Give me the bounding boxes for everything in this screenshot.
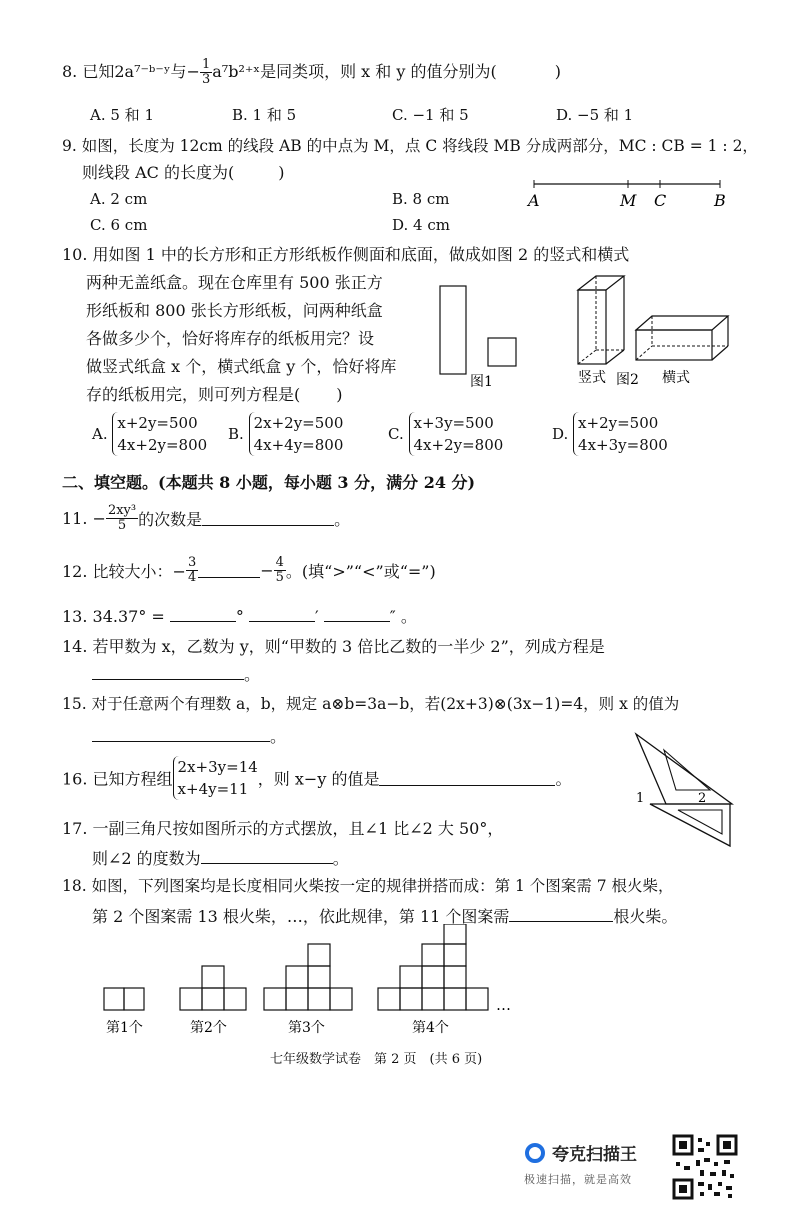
pattern-ellipsis: … xyxy=(496,996,511,1014)
q10-option-a: A. x+2y=500 4x+2y=800 xyxy=(92,414,208,454)
page-footer: 七年级数学试卷 第 2 页 (共 6 页) xyxy=(270,1052,483,1067)
q10-figure xyxy=(436,268,736,392)
label-c: C xyxy=(654,191,667,210)
qr-code-icon xyxy=(672,1134,738,1200)
label-m: M xyxy=(620,191,637,210)
section2-heading: 二、填空题。(本题共 8 小题，每小题 3 分，满分 24 分) xyxy=(62,473,476,492)
scanner-watermark xyxy=(524,1140,674,1187)
q10-option-c: C. x+3y=500 4x+2y=800 xyxy=(388,414,504,454)
q16: 16. 已知方程组 2x+3y=14 x+4y=11 ，则 x−y 的值是 。 xyxy=(62,758,572,798)
q10-line6: 存的纸板用完，则可列方程是( ) xyxy=(86,385,343,404)
q9-option-d: D. 4 cm xyxy=(392,216,450,234)
fig2-label: 图2 xyxy=(616,372,639,388)
q14-line2: 。 xyxy=(92,662,260,685)
q18-matchstick-patterns xyxy=(96,924,536,1044)
label-b: B xyxy=(714,191,726,210)
horizontal-label: 横式 xyxy=(662,370,690,386)
angle2-label: 2 xyxy=(698,791,707,806)
q8-option-b: B. 1 和 5 xyxy=(232,106,297,124)
q8-option-c: C. −1 和 5 xyxy=(392,106,469,124)
q10-line3: 形纸板和 800 张长方形纸板，问两种纸盒 xyxy=(86,301,383,320)
q8-option-a: A. 5 和 1 xyxy=(90,106,154,124)
caption-3: 第3个 xyxy=(288,1020,325,1036)
q9-segment-figure xyxy=(520,174,730,210)
q13: 13. 34.37° = ° ′ ″ 。 xyxy=(62,607,417,626)
q9-option-a: A. 2 cm xyxy=(90,190,148,208)
q10-option-b: B. 2x+2y=500 4x+4y=800 xyxy=(228,414,344,454)
q18-line1: 18. 如图，下列图案均是长度相同火柴按一定的规律拼搭而成：第 1 个图案需 7 根火柴， xyxy=(62,877,674,895)
q10-line1: 10. 用如图 1 中的长方形和正方形纸板作侧面和底面，做成如图 2 的竖式和横式 xyxy=(62,245,630,264)
q10-line4: 各做多少个，恰好将库存的纸板用完？设 xyxy=(86,329,375,348)
q17-triangle-figure xyxy=(626,728,738,850)
caption-4: 第4个 xyxy=(412,1020,449,1036)
angle1-label: 1 xyxy=(636,791,645,806)
q8-option-d: D. −5 和 1 xyxy=(556,106,634,124)
q17-line1: 17. 一副三角尺按如图所示的方式摆放，且∠1 比∠2 大 50°， xyxy=(62,819,504,838)
q14-line1: 14. 若甲数为 x，乙数为 y，则“甲数的 3 倍比乙数的一半少 2”，列成方程是 xyxy=(62,637,605,656)
fig1-label: 图1 xyxy=(470,374,493,390)
q9-option-c: C. 6 cm xyxy=(90,216,148,234)
q10-line2: 两种无盖纸盒。现在仓库里有 500 张正方 xyxy=(86,273,383,292)
q9-option-b: B. 8 cm xyxy=(392,190,450,208)
q10-line5: 做竖式纸盒 x 个，横式纸盒 y 个，恰好将库 xyxy=(86,357,397,376)
q9-line2: 则线段 AC 的长度为( ) xyxy=(82,163,285,182)
caption-2: 第2个 xyxy=(190,1020,227,1036)
q8-fraction: $\frac{1}{3}$ xyxy=(201,57,211,87)
watermark-brand: 夸克扫描王 xyxy=(552,1145,637,1165)
vertical-label: 竖式 xyxy=(578,370,606,386)
q15-line2: 。 xyxy=(92,724,286,747)
q12: 12. 比较大小：− $\frac{3}{4}$ − $\frac{4}{5}$ 。(填“>”“<”或“=”) xyxy=(62,555,436,585)
watermark-slogan: 极速扫描，就是高效 xyxy=(524,1173,632,1186)
scanner-logo-icon xyxy=(524,1142,546,1164)
caption-1: 第1个 xyxy=(106,1020,143,1036)
q10-option-d: D. x+2y=500 4x+3y=800 xyxy=(552,414,668,454)
q18-line2: 第 2 个图案需 13 根火柴，…，依此规律，第 11 个图案需 根火柴。 xyxy=(92,907,678,926)
q8-stem: 8. 已知2a⁷⁻ᵇ⁻ʸ与− $\frac{1}{3}$ a⁷b²⁺ˣ是同类项，则 x 和 y 的值分别为( ) xyxy=(62,57,561,87)
label-a: A xyxy=(528,191,540,210)
q11: 11. − $\frac{\text{2xy³}}{5}$ 的次数是 。 xyxy=(62,503,351,533)
q17-line2: 则∠2 的度数为 。 xyxy=(92,849,349,868)
q15-line1: 15. 对于任意两个有理数 a，b，规定 a⊗b=3a−b，若(2x+3)⊗(3x−1)=4，则 x 的值为 xyxy=(62,695,680,713)
q9-line1: 9. 如图，长度为 12cm 的线段 AB 的中点为 M，点 C 将线段 MB 分成两部分，MC : CB = 1 : 2， xyxy=(62,137,758,155)
